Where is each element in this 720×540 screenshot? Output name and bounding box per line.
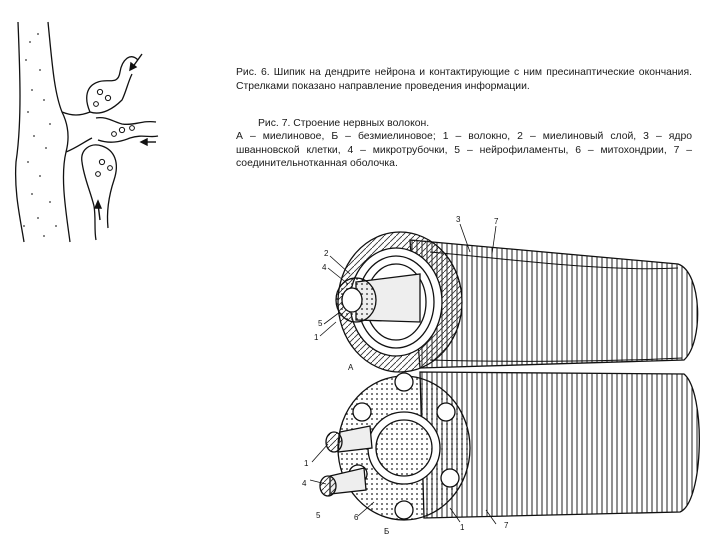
label-a-5: 5 xyxy=(318,319,323,328)
label-b-1-right: 1 xyxy=(460,523,465,532)
label-a-3: 3 xyxy=(456,215,461,224)
label-b-5: 5 xyxy=(316,511,321,520)
label-fiber-b: Б xyxy=(384,527,390,536)
label-a-2: 2 xyxy=(324,249,329,258)
label-fiber-a: А xyxy=(348,363,354,372)
figure-6-caption: Рис. 6. Шипик на дендрите нейрона и контактирующие с ним пресинаптические окончания. Стрелками показано направление проведения информации. xyxy=(236,67,692,92)
label-a-4: 4 xyxy=(322,263,327,272)
label-a-1: 1 xyxy=(314,333,319,342)
dendrite-spine-illustration xyxy=(10,12,160,244)
nerve-fibers-illustration xyxy=(300,212,710,538)
label-b-1: 1 xyxy=(304,459,309,468)
label-b-6: 6 xyxy=(354,513,359,522)
fiber-a-myelinated xyxy=(336,232,698,372)
label-b-7: 7 xyxy=(504,521,509,530)
fiber-b-unmyelinated xyxy=(320,372,699,520)
figure-7-caption: А – миелиновое, Б – безмиелиновое; 1 – волокно, 2 – миелиновый слой, 3 – ядро шванновской клетки, 4 – микротрубочки, 5 – нейрофиламенты, 6 – митохондрии, 7 – соединительнотканная оболочка. xyxy=(236,131,692,170)
label-a-7: 7 xyxy=(494,217,499,226)
figure-7-title: Рис. 7. Строение нервных волокон. xyxy=(258,118,430,129)
label-b-4: 4 xyxy=(302,479,307,488)
